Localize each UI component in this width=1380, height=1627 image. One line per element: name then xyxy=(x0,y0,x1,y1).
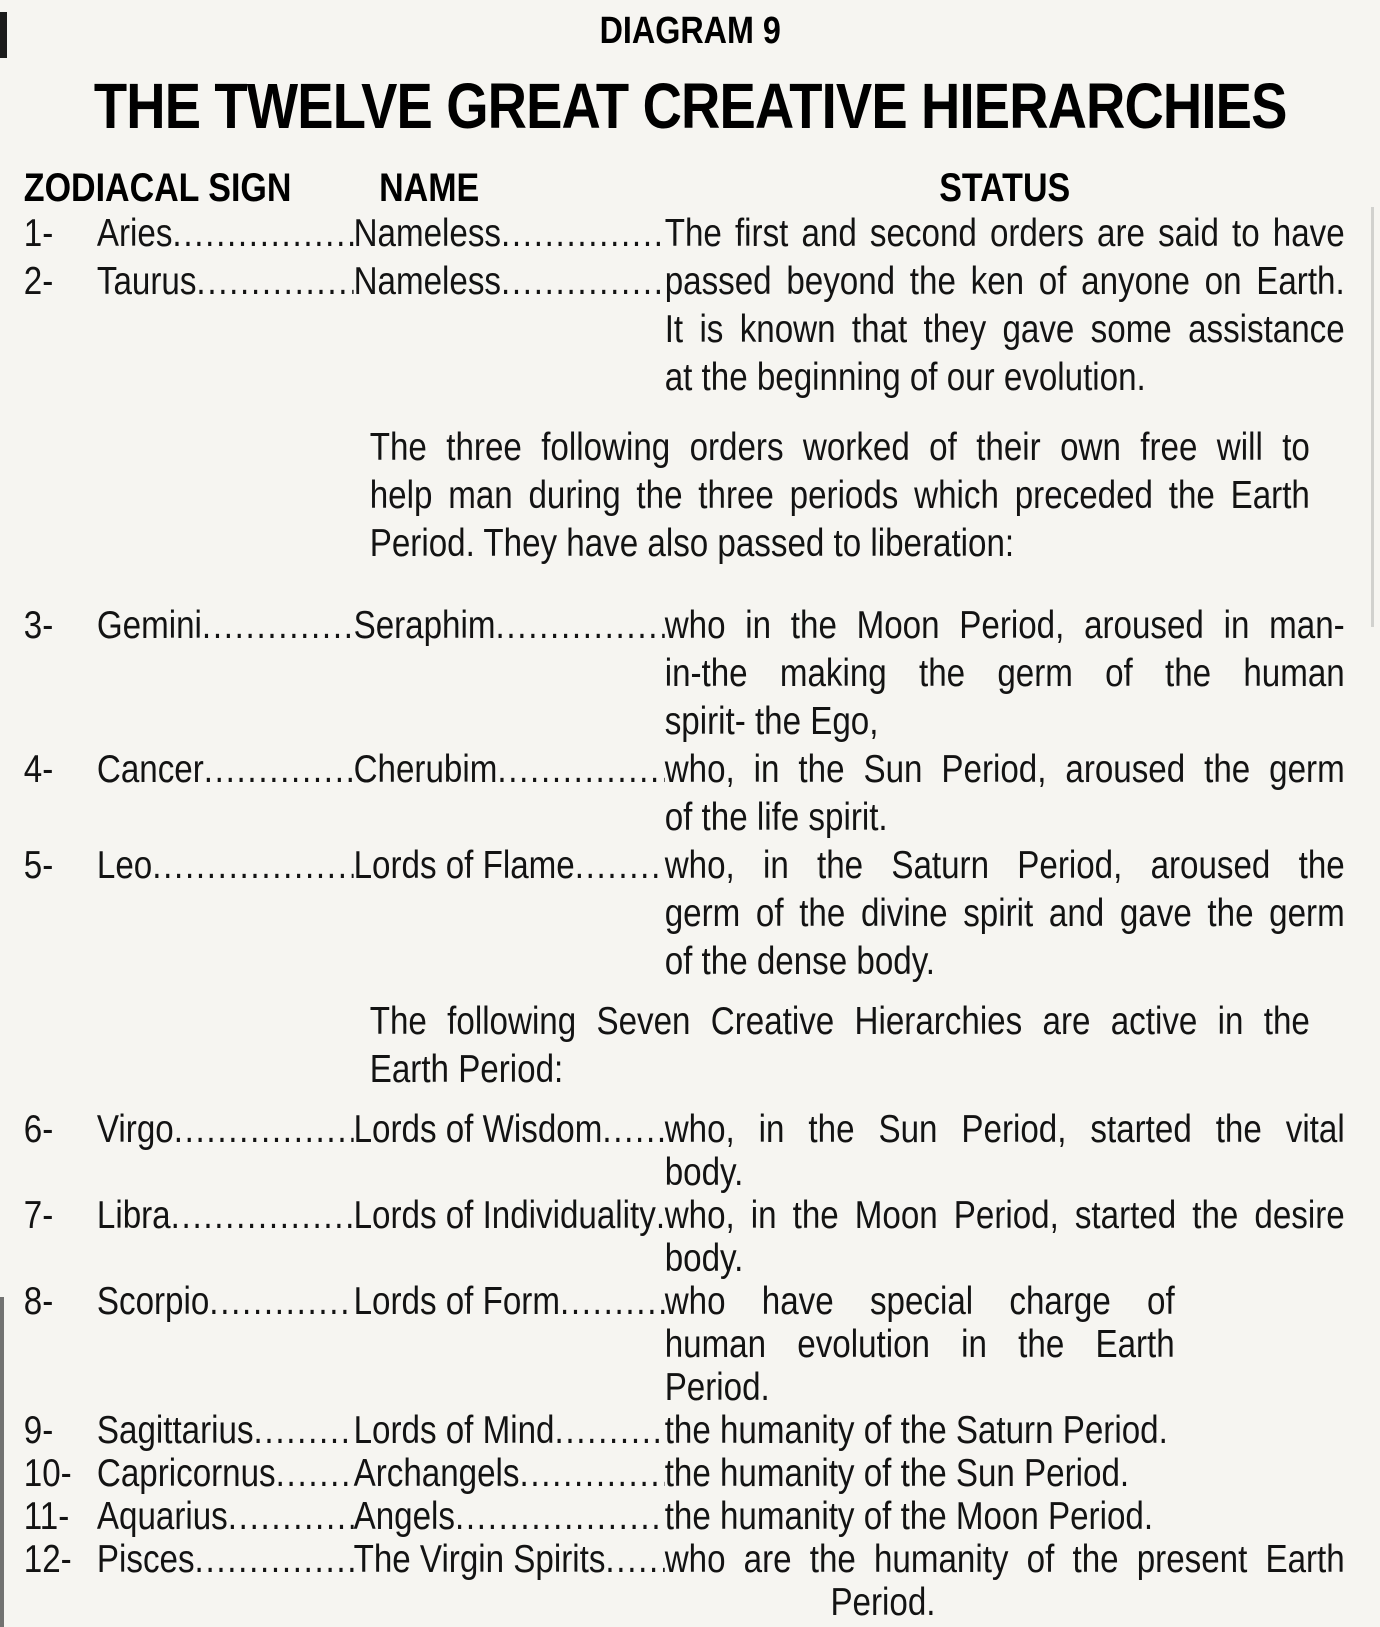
status-line: the humanity of the Moon Period. xyxy=(664,1495,1154,1538)
zodiac-sign: Cancer xyxy=(96,748,204,791)
column-headers xyxy=(0,166,1380,210)
number-column xyxy=(24,842,97,986)
name-column xyxy=(354,1194,665,1280)
number-column xyxy=(24,1409,97,1452)
hierarchy-name: Nameless xyxy=(353,212,501,255)
zodiac-sign: Aquarius xyxy=(96,1495,228,1538)
status-line: of the dense body. xyxy=(664,940,936,983)
hierarchy-name: Angels xyxy=(353,1495,455,1538)
status-line: who, in the Moon Period, started the desire xyxy=(664,1194,1345,1237)
status-line: The first and second orders are said to have xyxy=(664,212,1345,255)
hierarchy-name: Lords of Individuality xyxy=(353,1194,656,1237)
dot-leader xyxy=(174,1108,354,1151)
sign-column xyxy=(97,1194,354,1280)
name-column xyxy=(354,1108,665,1194)
hierarchy-name: Lords of Form xyxy=(353,1280,560,1323)
row-group-pisces xyxy=(0,1538,1380,1624)
column-header-status: STATUS xyxy=(939,166,1071,210)
dot-leader xyxy=(209,1280,353,1323)
number-column xyxy=(24,1538,97,1624)
dot-leader xyxy=(172,210,353,258)
status-line: who are the humanity of the present Earth xyxy=(664,1538,1345,1581)
status-line: human evolution in the Earth xyxy=(664,1323,1175,1366)
status-column xyxy=(665,1495,1345,1538)
name-column xyxy=(354,210,665,402)
zodiac-sign: Sagittarius xyxy=(96,1409,254,1452)
dot-leader xyxy=(171,1194,354,1237)
zodiac-sign: Leo xyxy=(96,844,153,887)
paragraph-line: Period. They have also passed to liberation: xyxy=(369,522,1015,565)
hierarchy-name: Nameless xyxy=(353,260,501,303)
paragraph-line: Earth Period: xyxy=(369,1048,564,1091)
number-column xyxy=(24,1194,97,1280)
name-column xyxy=(354,602,665,746)
hierarchy-name: Lords of Flame xyxy=(353,844,575,887)
row-number: 4- xyxy=(23,748,54,791)
row-group-sagittarius xyxy=(0,1409,1380,1452)
scan-artifact xyxy=(0,12,7,58)
status-line: the humanity of the Saturn Period. xyxy=(664,1409,1168,1452)
number-column xyxy=(24,746,97,842)
zodiac-sign: Gemini xyxy=(96,604,202,647)
paragraph-line: The following Seven Creative Hierarchies are active in the xyxy=(369,1000,1310,1043)
row-number: 11- xyxy=(23,1495,70,1538)
number-column xyxy=(24,210,97,402)
zodiac-sign: Pisces xyxy=(96,1538,195,1581)
row-number: 12- xyxy=(23,1538,72,1581)
name-column xyxy=(354,1409,665,1452)
hierarchy-name: Lords of Mind xyxy=(353,1409,555,1452)
status-column xyxy=(665,1538,1345,1624)
dot-leader xyxy=(495,602,664,650)
sign-column xyxy=(97,1495,354,1538)
zodiac-sign: Aries xyxy=(96,212,173,255)
hierarchy-name: Lords of Wisdom xyxy=(353,1108,603,1151)
dot-leader xyxy=(519,1452,664,1495)
dot-leader xyxy=(202,602,354,650)
status-line: spirit- the Ego, xyxy=(664,700,879,743)
status-column xyxy=(665,1452,1345,1495)
dot-leader xyxy=(152,842,353,890)
number-column xyxy=(24,1280,97,1409)
name-column xyxy=(354,1452,665,1495)
paragraph-line: help man during the three periods which preceded the Earth xyxy=(369,474,1310,517)
name-column xyxy=(354,1495,665,1538)
row-group-aquarius xyxy=(0,1495,1380,1538)
status-column xyxy=(665,210,1345,402)
status-column xyxy=(665,842,1345,986)
sign-column xyxy=(97,1108,354,1194)
zodiac-sign: Scorpio xyxy=(96,1280,210,1323)
row-group-cancer xyxy=(0,746,1380,842)
dot-leader xyxy=(195,1538,354,1581)
hierarchy-name: Cherubim xyxy=(353,748,498,791)
sign-column xyxy=(97,842,354,986)
name-column xyxy=(354,746,665,842)
dot-leader xyxy=(228,1495,354,1538)
dot-leader xyxy=(656,1194,665,1237)
dot-leader xyxy=(455,1495,665,1538)
zodiac-sign: Taurus xyxy=(96,260,197,303)
row-group-leo xyxy=(0,842,1380,986)
row-number: 2- xyxy=(23,260,54,303)
dot-leader xyxy=(497,746,664,794)
hierarchy-name: The Virgin Spirits xyxy=(353,1538,606,1581)
dot-leader xyxy=(204,746,354,794)
status-line: who have special charge of xyxy=(664,1280,1175,1323)
sign-column xyxy=(97,1409,354,1452)
dot-leader xyxy=(501,258,665,306)
row-number: 7- xyxy=(23,1194,54,1237)
status-line: of the life spirit. xyxy=(664,796,888,839)
name-column xyxy=(354,842,665,986)
row-number: 8- xyxy=(23,1280,54,1323)
name-column xyxy=(354,1280,665,1409)
status-column xyxy=(665,602,1345,746)
dot-leader xyxy=(560,1280,665,1323)
zodiac-sign: Capricornus xyxy=(96,1452,276,1495)
row-group-capricornus xyxy=(0,1452,1380,1495)
sign-column xyxy=(97,602,354,746)
status-column xyxy=(665,1280,1345,1409)
note-paragraph xyxy=(370,998,1310,1094)
zodiac-sign: Virgo xyxy=(96,1108,174,1151)
dot-leader xyxy=(554,1409,664,1452)
status-line: who, in the Sun Period, started the vital xyxy=(664,1108,1345,1151)
scan-artifact xyxy=(0,1297,4,1627)
row-group-virgo xyxy=(0,1108,1380,1194)
number-column xyxy=(24,1495,97,1538)
column-header-name: NAME xyxy=(379,166,480,210)
hierarchy-name: Seraphim xyxy=(353,604,496,647)
status-line: who, in the Sun Period, aroused the germ xyxy=(664,748,1345,791)
status-column xyxy=(665,1108,1345,1194)
paragraph-line: The three following orders worked of their own free will to xyxy=(369,426,1310,469)
row-group-gemini xyxy=(0,602,1380,746)
row-number: 1- xyxy=(23,212,54,255)
hierarchy-name: Archangels xyxy=(353,1452,520,1495)
dot-leader xyxy=(276,1452,354,1495)
number-column xyxy=(24,602,97,746)
dot-leader xyxy=(196,258,353,306)
sign-column xyxy=(97,210,354,402)
row-number: 10- xyxy=(23,1452,72,1495)
status-column xyxy=(665,1194,1345,1280)
dot-leader xyxy=(605,1538,664,1581)
sign-column xyxy=(97,1538,354,1624)
scanned-book-page xyxy=(0,12,1380,1626)
number-column xyxy=(24,1452,97,1495)
status-line: the humanity of the Sun Period. xyxy=(664,1452,1130,1495)
status-line: in-the making the germ of the human xyxy=(664,652,1345,695)
name-column xyxy=(354,1538,665,1624)
scan-artifact xyxy=(1371,207,1374,627)
dot-leader xyxy=(602,1108,664,1151)
dot-leader xyxy=(501,210,665,258)
status-line: body. xyxy=(664,1151,744,1194)
status-line: Period. xyxy=(830,1581,936,1624)
row-group-scorpio xyxy=(0,1280,1380,1409)
status-line: who, in the Saturn Period, aroused the xyxy=(664,844,1345,887)
row-number: 6- xyxy=(23,1108,54,1151)
earth-period-rows xyxy=(0,1108,1380,1624)
number-column xyxy=(24,1108,97,1194)
status-line: passed beyond the ken of anyone on Earth. xyxy=(664,260,1345,303)
status-line: germ of the divine spirit and gave the germ xyxy=(664,892,1345,935)
status-line: at the beginning of our evolution. xyxy=(664,356,1146,399)
document-page xyxy=(0,12,1380,1624)
row-group-aries-taurus xyxy=(0,210,1380,402)
status-column xyxy=(665,1409,1345,1452)
status-line: body. xyxy=(664,1237,744,1280)
sign-column xyxy=(97,746,354,842)
row-group-libra xyxy=(0,1194,1380,1280)
row-number: 3- xyxy=(23,604,54,647)
status-line: Period. xyxy=(664,1366,770,1409)
row-number: 9- xyxy=(23,1409,54,1452)
page-title: THE TWELVE GREAT CREATIVE HIERARCHIES xyxy=(93,70,1287,142)
row-number: 5- xyxy=(23,844,54,887)
sign-column xyxy=(97,1280,354,1409)
note-paragraph xyxy=(370,424,1310,568)
zodiac-sign: Libra xyxy=(96,1194,171,1237)
diagram-label: DIAGRAM 9 xyxy=(599,10,781,52)
status-column xyxy=(665,746,1345,842)
column-header-zodiacal-sign: ZODIACAL SIGN xyxy=(23,166,292,210)
dot-leader xyxy=(254,1409,354,1452)
status-line: It is known that they gave some assistance xyxy=(664,308,1345,351)
status-line: who in the Moon Period, aroused in man- xyxy=(664,604,1345,647)
sign-column xyxy=(97,1452,354,1495)
dot-leader xyxy=(575,842,665,890)
